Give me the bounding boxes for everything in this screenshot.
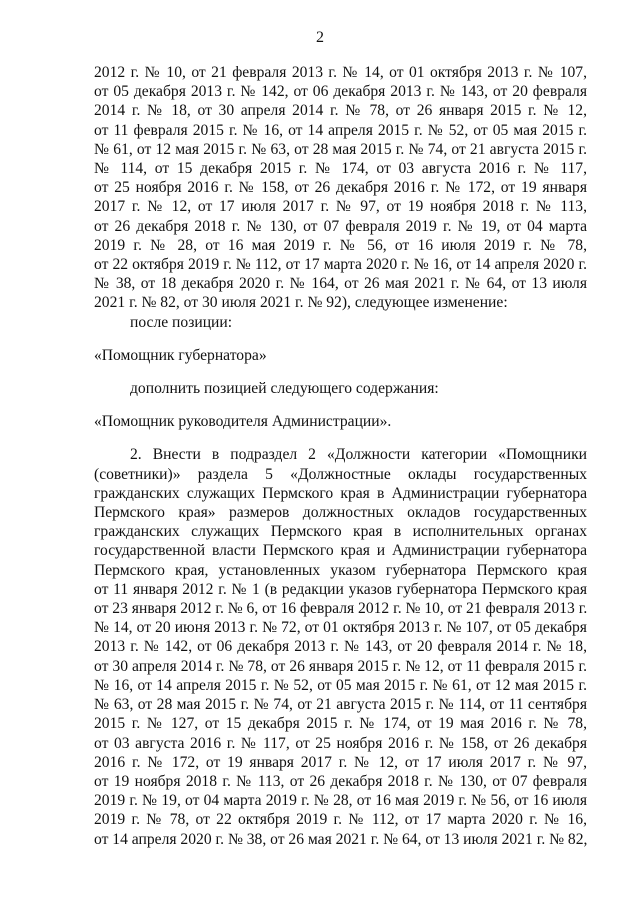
quote-governor-assistant: «Помощник губернатора» <box>94 346 267 364</box>
text-line: Пермского края, установленных указом губернатора Пермского края <box>94 561 587 579</box>
quote-admin-head-assistant: «Помощник руководителя Администрации». <box>94 413 392 431</box>
text-line: от 22 октября 2019 г. № 112, от 17 марта 2020 г. № 16, от 14 апреля 2020 г. <box>94 256 587 274</box>
text-line: от 14 апреля 2020 г. № 38, от 26 мая 2021 г. № 64, от 13 июля 2021 г. № 82, <box>94 830 588 848</box>
text-line: 2017 г. № 12, от 17 июля 2017 г. № 97, от 19 ноября 2018 г. № 113, <box>94 198 587 216</box>
document-body <box>94 63 587 849</box>
text-line: гражданских служащих Пермского края в Администрации губернатора <box>94 484 587 502</box>
text-line: от 19 ноября 2018 г. № 113, от 26 декабря 2018 г. № 130, от 07 февраля <box>94 772 587 790</box>
text-line: (советники)» раздела 5 «Должностные оклады государственных <box>94 465 587 483</box>
text-line: 2. Внести в подраздел 2 «Должности категории «Помощники <box>130 446 587 464</box>
text-line: от 11 февраля 2015 г. № 16, от 14 апреля 2015 г. № 52, от 05 мая 2015 г. <box>94 121 587 139</box>
text-line: гражданских служащих Пермского края в исполнительных органах <box>94 523 587 541</box>
text-line: № 38, от 18 декабря 2020 г. № 164, от 26 мая 2021 г. № 64, от 13 июля <box>94 275 587 293</box>
text-line: № 14, от 20 июня 2013 г. № 72, от 01 октября 2013 г. № 107, от 05 декабря <box>94 619 587 637</box>
text-line: государственной власти Пермского края и Администрации губернатора <box>94 542 587 560</box>
add-position-line: дополнить позицией следующего содержания: <box>130 380 439 398</box>
text-line: 2019 г. № 78, от 22 октября 2019 г. № 112, от 17 марта 2020 г. № 16, <box>94 811 587 829</box>
text-line: 2015 г. № 127, от 15 декабря 2015 г. № 174, от 19 мая 2016 г. № 78, <box>94 715 587 733</box>
text-line: № 16, от 14 апреля 2015 г. № 52, от 05 мая 2015 г. № 61, от 12 мая 2015 г. <box>94 676 587 694</box>
text-line: 2013 г. № 142, от 06 декабря 2013 г. № 143, от 20 февраля 2014 г. № 18, <box>94 638 587 656</box>
page-number: 2 <box>316 29 324 46</box>
paragraph-amendment-references <box>94 63 587 313</box>
text-line: 2019 г. № 28, от 16 мая 2019 г. № 56, от 16 июля 2019 г. № 78, <box>94 236 587 254</box>
text-line: 2019 г. № 19, от 04 марта 2019 г. № 28, от 16 мая 2019 г. № 56, от 16 июля <box>94 792 587 810</box>
text-line: от 30 апреля 2014 г. № 78, от 26 января 2015 г. № 12, от 11 февраля 2015 г. <box>94 657 587 675</box>
text-line: от 11 января 2012 г. № 1 (в редакции указов губернатора Пермского края <box>94 580 587 598</box>
text-line: от 25 ноября 2016 г. № 158, от 26 декабря 2016 г. № 172, от 19 января <box>94 179 587 197</box>
text-line: 2012 г. № 10, от 21 февраля 2013 г. № 14, от 01 октября 2013 г. № 107, <box>94 64 587 81</box>
text-line: 2014 г. № 18, от 30 апреля 2014 г. № 78, от 26 января 2015 г. № 12, <box>94 102 587 120</box>
text-line: 2021 г. № 82, от 30 июля 2021 г. № 92), следующее изменение: <box>94 294 508 312</box>
text-line: от 05 декабря 2013 г. № 142, от 06 декабря 2013 г. № 143, от 20 февраля <box>94 83 587 101</box>
after-position-line: после позиции: <box>130 313 233 331</box>
text-line: № 114, от 15 декабря 2015 г. № 174, от 03 августа 2016 г. № 117, <box>94 160 587 178</box>
text-line: Пермского края» размеров должностных окладов государственных <box>94 504 587 522</box>
text-line: № 63, от 28 мая 2015 г. № 74, от 21 августа 2015 г. № 114, от 11 сентября <box>94 696 587 714</box>
text-line: от 26 декабря 2018 г. № 130, от 07 февраля 2019 г. № 19, от 04 марта <box>94 217 587 235</box>
text-line: № 61, от 12 мая 2015 г. № 63, от 28 мая 2015 г. № 74, от 21 августа 2015 г. <box>94 140 587 158</box>
text-line: 2016 г. № 172, от 19 января 2017 г. № 12, от 17 июля 2017 г. № 97, <box>94 753 587 771</box>
text-line: от 03 августа 2016 г. № 117, от 25 ноября 2016 г. № 158, от 26 декабря <box>94 734 587 752</box>
text-line: от 23 января 2012 г. № 6, от 16 февраля 2012 г. № 10, от 21 февраля 2013 г. <box>94 600 588 618</box>
paragraph-item-2 <box>94 445 587 848</box>
